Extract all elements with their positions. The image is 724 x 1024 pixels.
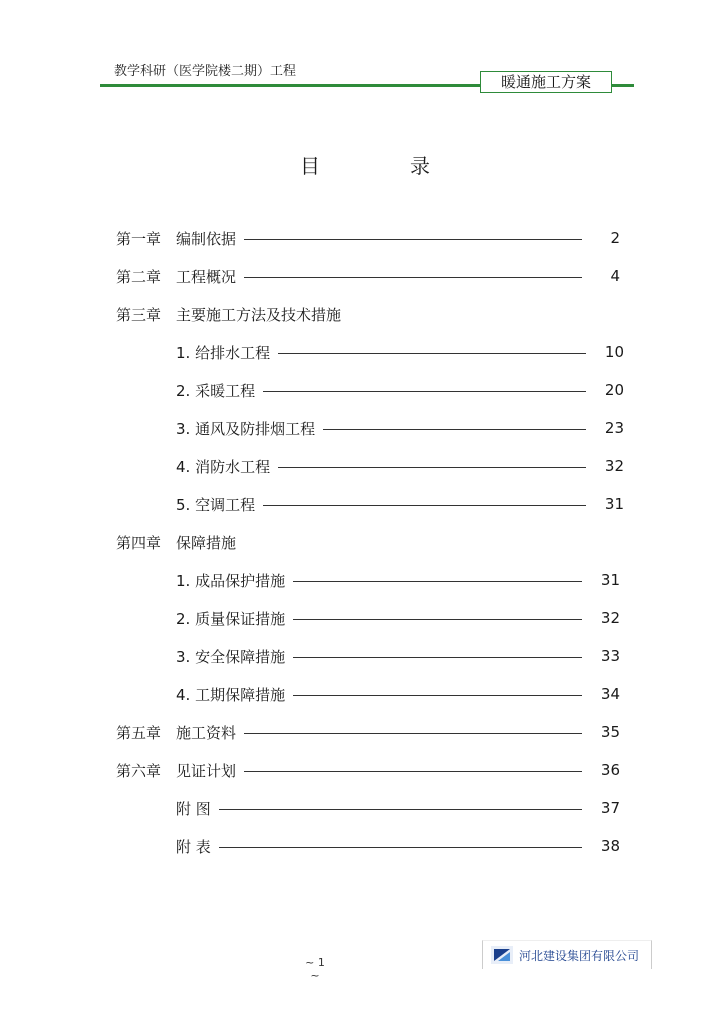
toc-page: 10 (604, 343, 624, 361)
toc-entry[interactable] (176, 342, 624, 362)
toc-label: 2. 采暖工程 (176, 381, 256, 400)
toc-entry[interactable] (176, 418, 624, 438)
toc-chapter: 第五章 (116, 723, 162, 742)
toc-chapter: 第二章 (116, 267, 162, 286)
toc-entry[interactable] (116, 722, 620, 742)
toc-leader (219, 847, 582, 848)
toc-entry[interactable] (116, 304, 620, 324)
toc-label: 施工资料 (176, 723, 237, 742)
toc-leader (244, 771, 582, 772)
toc-label: 编制依据 (176, 229, 237, 248)
toc-entry[interactable] (176, 836, 620, 856)
toc-entry[interactable] (176, 608, 620, 628)
toc-page: 32 (604, 457, 624, 475)
toc-entry[interactable] (176, 380, 624, 400)
toc-label: 保障措施 (176, 533, 237, 552)
toc-entry[interactable] (116, 760, 620, 780)
toc-leader (219, 809, 582, 810)
toc-entry[interactable] (116, 266, 620, 286)
toc-chapter: 第四章 (116, 533, 162, 552)
toc-entry[interactable] (176, 646, 620, 666)
toc-label: 工程概况 (176, 267, 237, 286)
toc-page: 35 (600, 723, 620, 741)
toc-page: 37 (600, 799, 620, 817)
toc-label: 附 图 (176, 799, 211, 818)
toc-entry[interactable] (176, 456, 624, 476)
toc-leader (278, 467, 586, 468)
toc-label: 附 表 (176, 837, 211, 856)
toc-leader (244, 277, 582, 278)
toc-label: 5. 空调工程 (176, 495, 256, 514)
toc-entry[interactable] (176, 798, 620, 818)
toc-leader (293, 581, 582, 582)
toc-label: 4. 消防水工程 (176, 457, 271, 476)
toc-leader (244, 733, 582, 734)
company-name: 河北建设集团有限公司 (519, 948, 640, 963)
toc-leader (293, 657, 582, 658)
toc-label: 1. 给排水工程 (176, 343, 271, 362)
toc-label: 见证计划 (176, 761, 237, 780)
toc-page: 32 (600, 609, 620, 627)
toc-leader (244, 239, 582, 240)
toc-label: 4. 工期保障措施 (176, 685, 286, 704)
toc-page: 31 (600, 571, 620, 589)
toc-leader (263, 391, 586, 392)
toc-chapter: 第六章 (116, 761, 162, 780)
toc-page: 23 (604, 419, 624, 437)
toc-title-char-1: 目 (300, 154, 320, 178)
toc-leader (323, 429, 586, 430)
toc-label: 2. 质量保证措施 (176, 609, 286, 628)
toc-leader (293, 695, 582, 696)
toc-title-char-2: 录 (410, 154, 430, 178)
toc-leader (293, 619, 582, 620)
toc-entry[interactable] (116, 228, 620, 248)
toc-label: 3. 通风及防排烟工程 (176, 419, 316, 438)
toc-page: 33 (600, 647, 620, 665)
toc-entry[interactable] (116, 532, 620, 552)
toc-title (300, 150, 430, 179)
toc-label: 1. 成品保护措施 (176, 571, 286, 590)
toc-page: 2 (610, 229, 620, 247)
header-doc-type-box: 暖通施工方案 (480, 71, 612, 93)
toc-entry[interactable] (176, 494, 624, 514)
toc-chapter: 第一章 (116, 229, 162, 248)
toc-page: 36 (600, 761, 620, 779)
toc-leader (278, 353, 586, 354)
toc-page: 38 (600, 837, 620, 855)
company-logo-icon (491, 946, 513, 964)
toc-leader (263, 505, 586, 506)
page-number: ~ 1 ~ (305, 956, 325, 982)
toc-page: 4 (610, 267, 620, 285)
toc-page: 34 (600, 685, 620, 703)
toc-entry[interactable] (176, 684, 620, 704)
toc-label: 3. 安全保障措施 (176, 647, 286, 666)
toc-page: 31 (604, 495, 624, 513)
toc-page: 20 (604, 381, 624, 399)
toc-label: 主要施工方法及技术措施 (176, 305, 342, 324)
toc-chapter: 第三章 (116, 305, 162, 324)
header-project-title: 教学科研（医学院楼二期）工程 (114, 64, 297, 79)
company-badge (482, 940, 652, 969)
toc-entry[interactable] (176, 570, 620, 590)
